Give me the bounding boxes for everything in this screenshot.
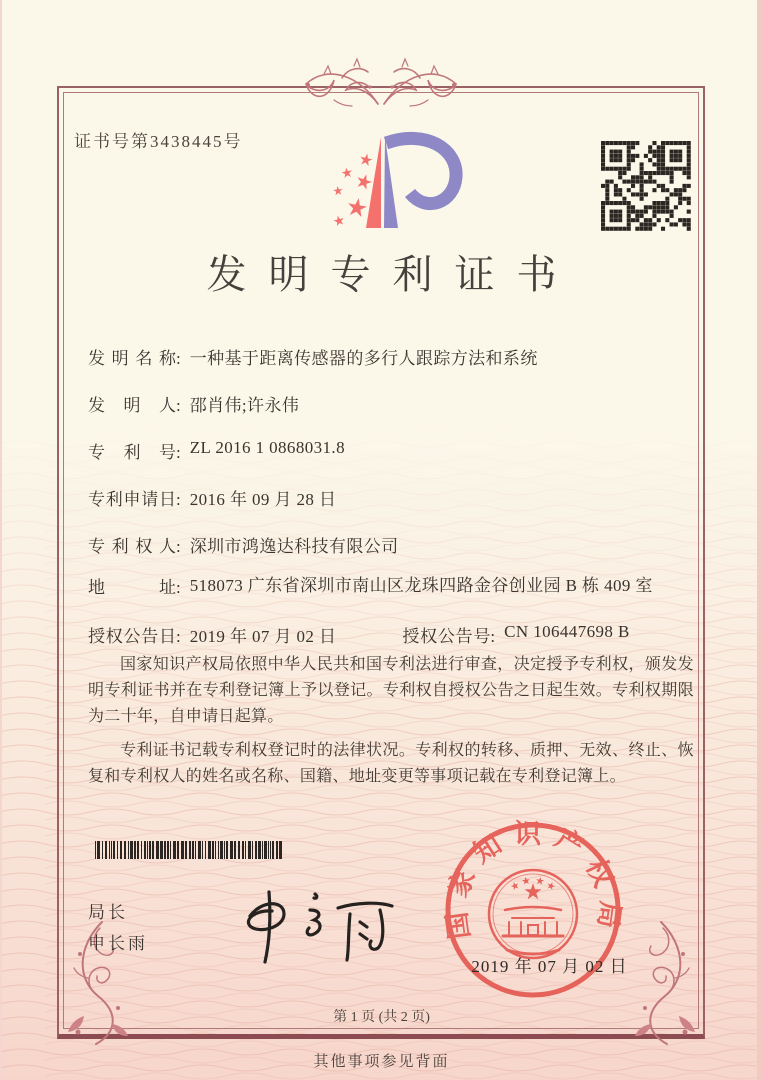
- director-title: 局长: [88, 903, 128, 922]
- top-border-dragon-ornament: [298, 56, 464, 118]
- field-colon: :: [176, 578, 181, 597]
- page-edge-strip-left: [0, 0, 2, 1080]
- certificate-body-paragraph-2: 专利证书记载专利权登记时的法律状况。专利权的转移、质押、无效、终止、恢复和专利权人的姓名或名称、国籍、地址变更等事项记载在专利登记簿上。: [88, 742, 694, 785]
- field-colon: :: [176, 443, 181, 462]
- certificate-title: 发明专利证书: [206, 252, 579, 297]
- field-patentee: [88, 532, 399, 557]
- cnipa-patent-logo: [324, 131, 476, 233]
- field-inventor: [88, 391, 299, 416]
- field-filing-date: [88, 485, 336, 510]
- field-label: 专利申请日: [88, 490, 176, 509]
- certificate-number: 证书号第3438445号: [74, 132, 243, 151]
- qr-code: [601, 141, 691, 231]
- field-label: 授权公告日: [88, 627, 176, 646]
- field-label: 专利号: [88, 443, 176, 462]
- field-colon: :: [176, 537, 181, 556]
- director-name: 申长雨: [88, 934, 148, 953]
- svg-text:国家知识产权局: [440, 819, 625, 941]
- barcode: [95, 841, 288, 859]
- field-colon: :: [490, 627, 496, 646]
- field-invention-name: [88, 344, 538, 369]
- logo-purple-wedge: [384, 137, 398, 228]
- field-label: 发明人: [88, 396, 176, 415]
- field-value: CN 106447698 B: [504, 622, 630, 641]
- field-label: 发明名称: [88, 349, 176, 368]
- field-patent-number: [88, 438, 345, 463]
- field-colon: :: [176, 627, 181, 646]
- seal-text: 国家知识产权局: [440, 818, 626, 941]
- field-value: ZL 2016 1 0868031.8: [189, 438, 345, 457]
- field-value: 518073 广东省深圳市南山区龙珠四路金谷创业园 B 栋 409 室: [189, 576, 653, 595]
- certificate-body-paragraph-1: 国家知识产权局依照中华人民共和国专利法进行审查，决定授予专利权，颁发发明专利证书并在专利登记簿上予以登记。专利权自授权公告之日起生效。专利权期限为二十年，自申请日起算。: [88, 656, 694, 725]
- page-edge-strip-right: [757, 0, 763, 1080]
- field-address: [88, 573, 668, 598]
- seal-date: 2019 年 07 月 02 日: [471, 957, 628, 976]
- director-signature: [222, 884, 407, 964]
- field-label: 地址: [88, 578, 176, 597]
- field-value: 一种基于距离传感器的多行人跟踪方法和系统: [189, 349, 538, 368]
- field-colon: :: [176, 349, 181, 368]
- national-emblem: [489, 870, 577, 958]
- logo-stars: [333, 152, 374, 226]
- field-grant-row: [88, 622, 630, 647]
- field-value: 2016 年 09 月 28 日: [189, 490, 337, 509]
- field-value: 深圳市鸿逸达科技有限公司: [189, 537, 399, 556]
- certificate-body: [88, 652, 694, 798]
- logo-p-bowl: [386, 138, 456, 203]
- field-colon: :: [176, 490, 181, 509]
- field-value: 邵肖伟;许永伟: [189, 396, 300, 415]
- field-label: 专利权人: [88, 537, 176, 556]
- field-colon: :: [176, 396, 181, 415]
- page-number: 第 1 页 (共 2 页): [333, 1010, 430, 1025]
- back-note: 其他事项参见背面: [313, 1054, 450, 1070]
- field-label: 授权公告号: [402, 627, 491, 646]
- field-value: 2019 年 07 月 02 日: [189, 627, 337, 646]
